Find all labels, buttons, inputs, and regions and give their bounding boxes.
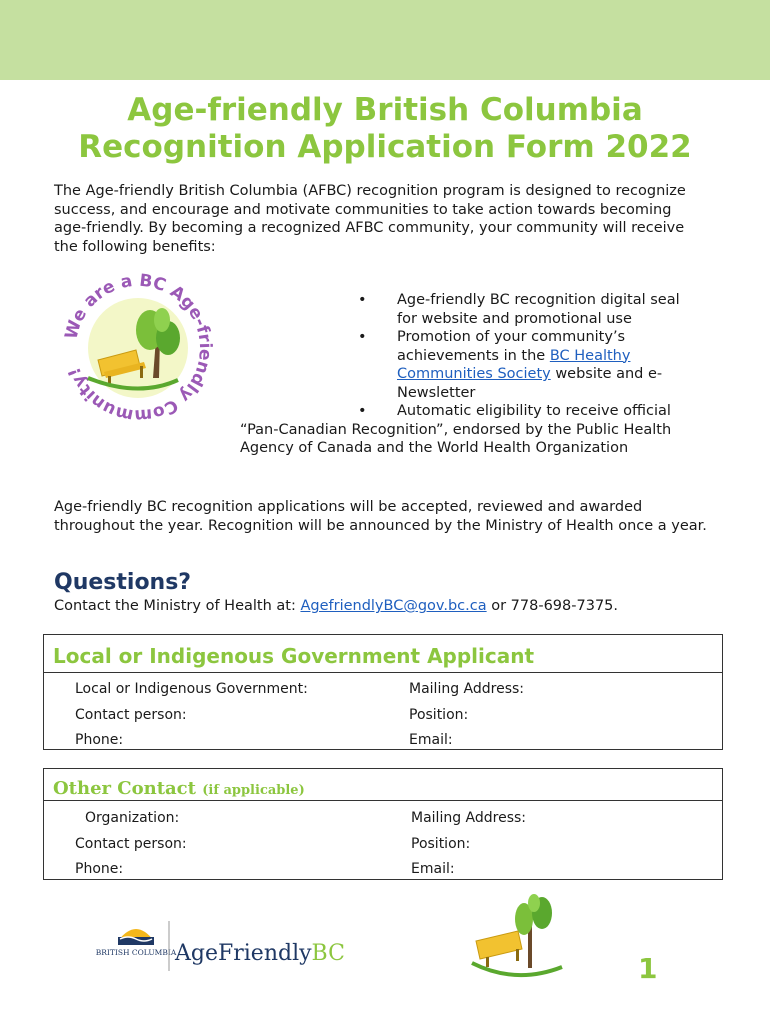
other-contact-title: Other Contact	[53, 778, 196, 799]
contact-phone: or 778-698-7375.	[486, 598, 619, 614]
applicant-heading: Local or Indigenous Government Applicant	[53, 644, 535, 668]
recognition-paragraph: Age-friendly BC recognition applications will be accepted, reviewed and awarded throughout the year. Recognition will be announced by the Ministry of Health once a year.	[54, 499, 707, 534]
organization-field[interactable]: Organization:	[85, 810, 180, 826]
benefit-text: Automatic eligibility to receive official	[397, 403, 671, 419]
page-number: 1	[638, 952, 658, 985]
title-line-1: Age-friendly British Columbia	[127, 92, 643, 128]
bullet-icon: •	[358, 403, 367, 419]
bench-tree-logo	[466, 893, 576, 983]
benefits-list	[240, 291, 700, 458]
other-position-field[interactable]: Position:	[411, 836, 471, 852]
other-email-field[interactable]: Email:	[411, 861, 455, 877]
benefit-item	[240, 328, 700, 402]
bullet-icon: •	[358, 329, 367, 345]
grass-swoosh	[472, 963, 562, 975]
bc-sun-icon	[118, 929, 154, 945]
seal-ring-text: We are a BC Age-friendly Community!	[61, 270, 216, 426]
applicant-section	[43, 634, 723, 750]
contact-text: Contact the Ministry of Health at:	[54, 598, 301, 614]
agefriendly-bc-wordmark	[175, 941, 345, 966]
other-contact-person-field[interactable]: Contact person:	[75, 836, 187, 852]
bullet-icon: •	[358, 292, 367, 308]
benefit-item	[240, 291, 700, 328]
bc-healthy-communities-link[interactable]: BC Healthy Communities Society	[397, 347, 631, 382]
position-field[interactable]: Position:	[409, 707, 469, 723]
title-line-2: Recognition Application Form 2022	[78, 129, 692, 165]
intro-paragraph: The Age-friendly British Columbia (AFBC) recognition program is designed to recognize success, and encourage and motivate communities to take action towards becoming age-friendly. By becoming a recognized AFBC community, your community will receive the following benefits:	[54, 183, 686, 255]
other-mailing-address-field[interactable]: Mailing Address:	[411, 810, 527, 826]
phone-field[interactable]: Phone:	[75, 732, 124, 748]
benefit-text: Age-friendly BC recognition digital seal for website and promotional use	[397, 292, 680, 327]
email-field[interactable]: Email:	[409, 732, 453, 748]
bench-icon	[476, 931, 522, 967]
wordmark-bc: BC	[311, 941, 345, 966]
email-link[interactable]: AgefriendlyBC@gov.bc.ca	[300, 598, 487, 614]
benefit-text-post: website and e-Newsletter	[397, 366, 663, 401]
other-phone-field[interactable]: Phone:	[75, 861, 124, 877]
bc-logo-text: BRITISH COLUMBIA	[95, 948, 177, 957]
contact-line	[54, 598, 618, 614]
benefit-text-continued: “Pan-Canadian Recognition”, endorsed by the Public Health Agency of Canada and the World Health Organization	[240, 421, 672, 456]
tree-icon	[515, 894, 552, 968]
page-title	[0, 92, 770, 166]
other-contact-section	[43, 768, 723, 880]
other-contact-note: (if applicable)	[202, 783, 305, 798]
mailing-address-field[interactable]: Mailing Address:	[409, 681, 525, 697]
contact-person-field[interactable]: Contact person:	[75, 707, 187, 723]
other-contact-heading	[53, 778, 305, 799]
benefit-item	[240, 402, 700, 421]
government-field[interactable]: Local or Indigenous Government:	[75, 681, 308, 697]
age-friendly-seal	[58, 268, 218, 428]
benefit-text-pre: Promotion of your community’s achievements in the	[397, 329, 626, 364]
other-contact-header	[44, 769, 722, 801]
top-band	[0, 0, 770, 80]
questions-heading: Questions?	[54, 570, 192, 595]
applicant-section-header	[44, 635, 722, 673]
wordmark-main: AgeFriendly	[175, 941, 312, 966]
